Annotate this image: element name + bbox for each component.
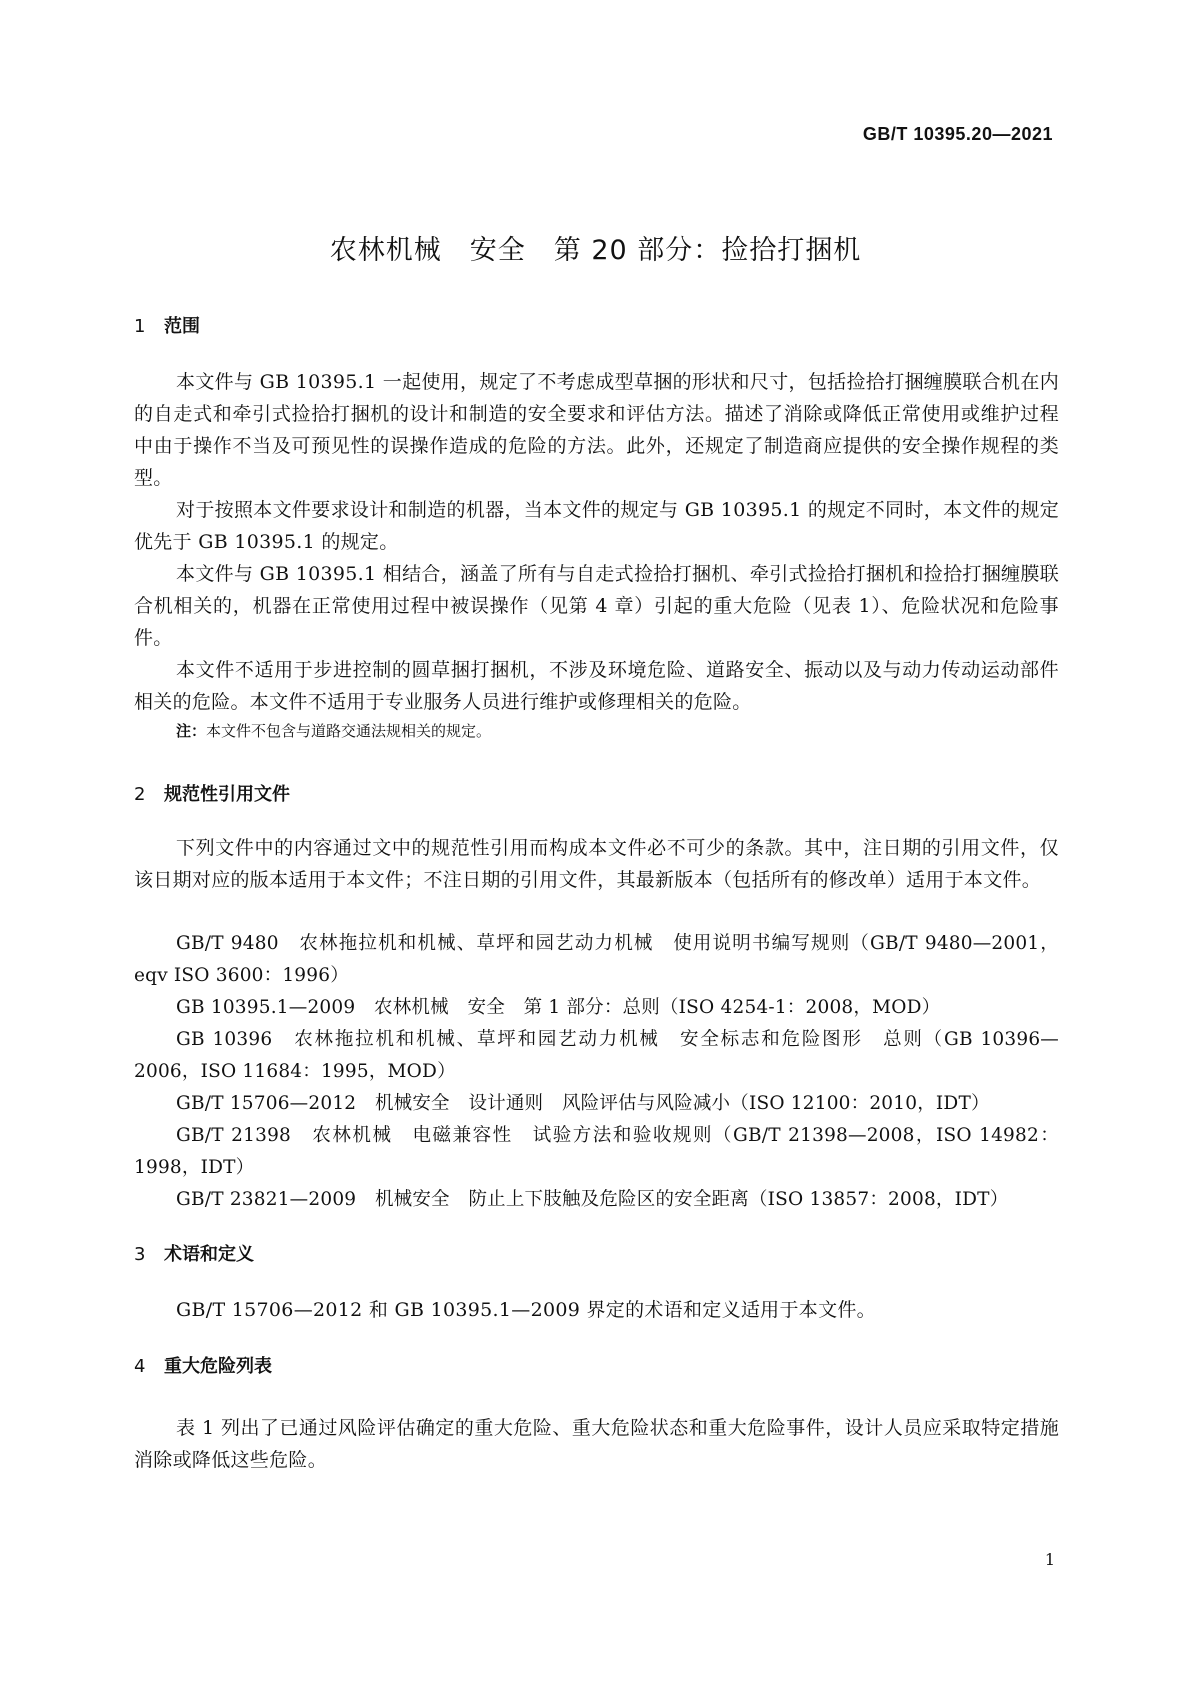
section-number: 4: [134, 1356, 146, 1377]
section-1-paragraph-3: 本文件与 GB 10395.1 相结合，涵盖了所有与自走式捡拾打捆机、牵引式捡拾打捆机和捡拾打捆缠膜联合机相关的，机器在正常使用过程中被误操作（见第 4 章）引起的重大危险（见表 1）、危险状况和危险事件。: [134, 563, 1059, 649]
section-3-heading: [134, 1240, 254, 1266]
section-1-paragraph-1: 本文件与 GB 10395.1 一起使用，规定了不考虑成型草捆的形状和尺寸，包括捡拾打捆缠膜联合机在内的自走式和牵引式捡拾打捆机的设计和制造的安全要求和评估方法。描述了消除或降低正常使用或维护过程中由于操作不当及可预见性的误操作造成的危险的方法。此外，还规定了制造商应提供的安全操作规程的类型。: [134, 371, 1059, 489]
section-4-heading: [134, 1352, 272, 1378]
section-1-paragraph-2: 对于按照本文件要求设计和制造的机器，当本文件的规定与 GB 10395.1 的规定不同时，本文件的规定优先于 GB 10395.1 的规定。: [134, 499, 1059, 553]
page-number: 1: [1044, 1550, 1055, 1569]
section-title: 范围: [164, 316, 200, 337]
standard-code: GB/T 10395.20—2021: [862, 124, 1053, 144]
section-number: 3: [134, 1244, 146, 1265]
title-part-2: 安全: [469, 235, 526, 266]
section-1-paragraph-4: 本文件不适用于步进控制的圆草捆打捆机，不涉及环境危险、道路安全、振动以及与动力传动运动部件相关的危险。本文件不适用于专业服务人员进行维护或修理相关的危险。: [134, 659, 1059, 713]
section-title: 规范性引用文件: [164, 784, 290, 805]
note-label: 注：: [176, 722, 207, 740]
reference-item: GB/T 23821—2009 机械安全 防止上下肢触及危险区的安全距离（ISO 13857：2008，IDT）: [176, 1189, 1009, 1210]
section-1-note: [176, 720, 491, 741]
reference-item: GB/T 15706—2012 机械安全 设计通则 风险评估与风险减小（ISO 12100：2010，IDT）: [176, 1093, 990, 1114]
section-title: 术语和定义: [164, 1244, 254, 1265]
section-number: 2: [134, 784, 146, 805]
section-1-heading: [134, 312, 200, 338]
reference-item: GB 10396 农林拖拉机和机械、草坪和园艺动力机械 安全标志和危险图形 总则（GB 10396—2006，ISO 11684：1995，MOD）: [134, 1029, 1059, 1082]
section-2-heading: [134, 780, 290, 806]
reference-item: GB/T 21398 农林机械 电磁兼容性 试验方法和验收规则（GB/T 21398—2008，ISO 14982：1998，IDT）: [134, 1125, 1059, 1178]
section-title: 重大危险列表: [164, 1356, 272, 1377]
reference-item: GB/T 9480 农林拖拉机和机械、草坪和园艺动力机械 使用说明书编写规则（GB/T 9480—2001，eqv ISO 3600：1996）: [134, 933, 1059, 986]
title-part-1: 农林机械: [329, 235, 442, 266]
note-text: 本文件不包含与道路交通法规相关的规定。: [206, 722, 492, 740]
title-part-3: 第 20 部分：捡拾打捆机: [553, 235, 862, 266]
section-4-text: 表 1 列出了已通过风险评估确定的重大危险、重大危险状态和重大危险事件，设计人员应采取特定措施消除或降低这些危险。: [134, 1417, 1059, 1471]
page-title: [0, 228, 1191, 267]
reference-item: GB 10395.1—2009 农林机械 安全 第 1 部分：总则（ISO 4254-1：2008，MOD）: [176, 997, 941, 1018]
section-2-intro: 下列文件中的内容通过文中的规范性引用而构成本文件必不可少的条款。其中，注日期的引用文件，仅该日期对应的版本适用于本文件；不注日期的引用文件，其最新版本（包括所有的修改单）适用于本文件。: [134, 837, 1059, 891]
section-3-text: GB/T 15706—2012 和 GB 10395.1—2009 界定的术语和定义适用于本文件。: [176, 1299, 876, 1321]
section-number: 1: [134, 316, 146, 337]
